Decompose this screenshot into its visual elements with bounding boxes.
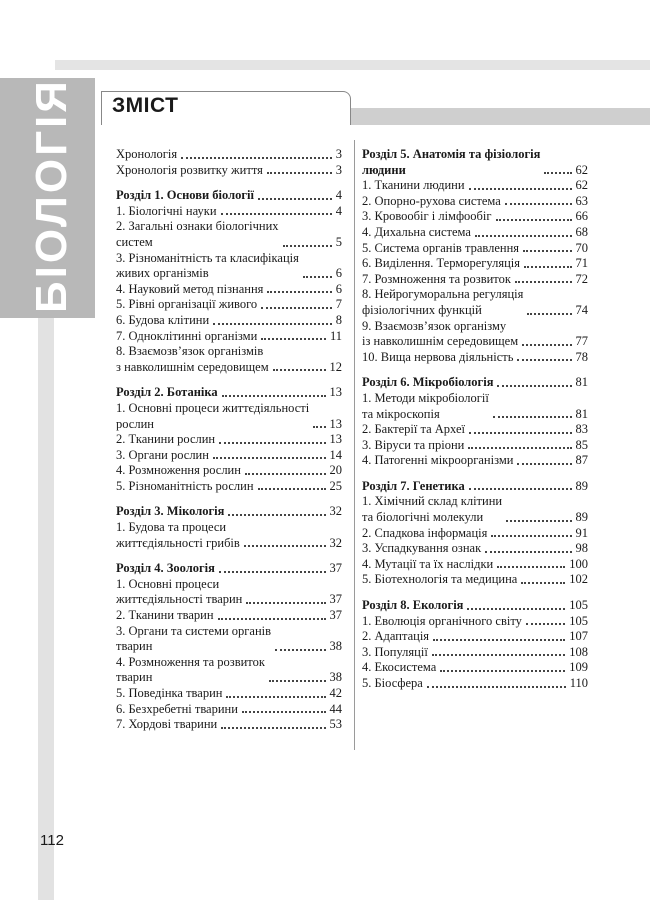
toc-entry[interactable] bbox=[362, 453, 588, 469]
toc-entry-label: Розділ 5. Анатомія та фізіологія людини bbox=[362, 147, 541, 177]
toc-entry-label: 7. Розмноження та розвиток bbox=[362, 271, 511, 286]
toc-entry[interactable] bbox=[116, 577, 342, 608]
dot-leader bbox=[496, 219, 572, 221]
dot-leader bbox=[244, 545, 326, 547]
toc-entry[interactable] bbox=[362, 526, 588, 542]
toc-entry-label: 7. Одноклітинні організми bbox=[116, 328, 258, 343]
dot-leader bbox=[521, 582, 565, 584]
toc-entry[interactable] bbox=[362, 541, 588, 557]
toc-page-number: 6 bbox=[335, 281, 342, 296]
toc-entry-label: 9. Взаємозв’язок організму із навколишнім середовищем bbox=[362, 318, 519, 349]
toc-page-number: 89 bbox=[575, 510, 588, 525]
toc-entry[interactable] bbox=[362, 557, 588, 573]
toc-entry-label: 6. Виділення. Терморегуляція bbox=[362, 256, 520, 271]
toc-entry[interactable] bbox=[116, 608, 342, 624]
toc-page-number: 105 bbox=[569, 613, 588, 628]
toc-group bbox=[116, 385, 342, 494]
toc-page-number: 85 bbox=[575, 437, 588, 452]
column-divider bbox=[354, 140, 355, 750]
toc-entry-label: 4. Екосистема bbox=[362, 660, 437, 675]
toc-entry-label: 1. Основні процеси життєдіяльності тварин bbox=[116, 576, 243, 607]
toc-entry[interactable] bbox=[362, 614, 588, 630]
toc-entry-label: 6. Безхребетні тварини bbox=[116, 701, 238, 716]
toc-entry-label: 3. Органи та системи органів тварин bbox=[116, 623, 272, 654]
dot-leader bbox=[222, 395, 326, 397]
toc-page-number: 108 bbox=[569, 644, 588, 659]
toc-page-number: 81 bbox=[575, 406, 588, 421]
toc-entry-label: 7. Хордові тварини bbox=[116, 717, 218, 732]
dot-leader bbox=[245, 473, 326, 475]
toc-group bbox=[362, 479, 588, 588]
dot-leader bbox=[517, 359, 571, 361]
toc-entry[interactable] bbox=[116, 432, 342, 448]
heading-rule bbox=[351, 108, 650, 125]
toc-page-number: 71 bbox=[575, 256, 588, 271]
dot-leader bbox=[469, 432, 572, 434]
toc-entry[interactable] bbox=[362, 178, 588, 194]
toc-page-number: 13 bbox=[329, 416, 342, 431]
toc-page-number: 37 bbox=[329, 608, 342, 623]
toc-entry[interactable] bbox=[362, 676, 588, 692]
dot-leader bbox=[524, 266, 572, 268]
toc-page-number: 77 bbox=[575, 334, 588, 349]
toc-entry-label: 1. Еволюція органічного світу bbox=[362, 613, 522, 628]
toc-entry[interactable] bbox=[362, 572, 588, 588]
toc-entry[interactable] bbox=[362, 209, 588, 225]
toc-entry-label: Розділ 2. Ботаніка bbox=[116, 385, 218, 400]
toc-entry[interactable] bbox=[116, 313, 342, 329]
dot-leader bbox=[261, 338, 326, 340]
toc-page-number: 62 bbox=[575, 178, 588, 193]
dot-leader bbox=[218, 618, 326, 620]
toc-entry[interactable] bbox=[116, 163, 342, 179]
toc-entry-label: 3. Органи рослин bbox=[116, 447, 209, 462]
toc-page-number: 78 bbox=[575, 349, 588, 364]
toc-page-number: 98 bbox=[575, 541, 588, 556]
toc-entry[interactable] bbox=[362, 629, 588, 645]
dot-leader bbox=[246, 602, 325, 604]
toc-page-number: 105 bbox=[569, 598, 588, 613]
toc-entry-label: Розділ 7. Генетика bbox=[362, 478, 465, 493]
toc-entry-label: 2. Бактерії та Археї bbox=[362, 422, 465, 437]
toc-entry[interactable] bbox=[362, 287, 588, 318]
toc-entry-label: 5. Система органів травлення bbox=[362, 240, 520, 255]
dot-leader bbox=[283, 245, 332, 247]
dot-leader bbox=[517, 463, 571, 465]
dot-leader bbox=[527, 313, 571, 315]
toc-entry[interactable] bbox=[116, 655, 342, 686]
dot-leader bbox=[213, 323, 332, 325]
toc-entry-label: 4. Розмноження та розвиток тварин bbox=[116, 654, 265, 685]
toc-entry-label: 3. Віруси та пріони bbox=[362, 437, 465, 452]
toc-page-number: 8 bbox=[335, 312, 342, 327]
toc-group bbox=[116, 147, 342, 178]
toc-entry-label: Розділ 3. Мікологія bbox=[116, 504, 225, 519]
dot-leader bbox=[219, 442, 325, 444]
dot-leader bbox=[485, 551, 571, 553]
toc-entry-label: 2. Загальні ознаки біологічних систем bbox=[116, 219, 279, 249]
toc-entry-label: 5. Рівні організації живого bbox=[116, 297, 258, 312]
dot-leader bbox=[522, 344, 571, 346]
toc-page-number: 37 bbox=[329, 561, 342, 576]
toc-entry-label: 1. Основні процеси життєдіяльності рослин bbox=[116, 400, 310, 431]
dot-leader bbox=[181, 157, 332, 159]
toc-section-heading[interactable] bbox=[116, 561, 342, 577]
toc-page-number: 3 bbox=[335, 162, 342, 177]
toc-page-number: 110 bbox=[569, 676, 588, 690]
toc-group bbox=[116, 561, 342, 733]
toc-entry[interactable] bbox=[116, 448, 342, 464]
toc-page-number: 13 bbox=[329, 385, 342, 400]
dot-leader bbox=[475, 235, 572, 237]
dot-leader bbox=[505, 203, 572, 205]
toc-entry-label: 3. Популяції bbox=[362, 644, 428, 659]
top-decorative-bar bbox=[55, 60, 650, 70]
toc-group bbox=[362, 147, 588, 365]
toc-entry[interactable] bbox=[116, 702, 342, 718]
toc-page-number: 38 bbox=[329, 639, 342, 654]
toc-entry-label: 2. Опорно-рухова система bbox=[362, 193, 501, 208]
dot-leader bbox=[221, 213, 332, 215]
toc-entry-label: 1. Біологічні науки bbox=[116, 203, 217, 218]
dot-leader bbox=[269, 680, 326, 682]
dot-leader bbox=[219, 571, 326, 573]
toc-page-number: 3 bbox=[335, 147, 342, 161]
toc-entry-label: 5. Поведінка тварин bbox=[116, 686, 223, 700]
toc-entry-label: 1. Тканини людини bbox=[362, 178, 465, 193]
toc-section-heading[interactable] bbox=[362, 147, 588, 178]
dot-leader bbox=[273, 369, 326, 371]
toc-entry[interactable] bbox=[362, 194, 588, 210]
toc-entry[interactable] bbox=[116, 219, 342, 250]
toc-entry-label: 2. Тканини рослин bbox=[116, 432, 216, 447]
dot-leader bbox=[493, 416, 572, 418]
dot-leader bbox=[497, 385, 571, 387]
toc-page-number: 6 bbox=[335, 266, 342, 281]
toc-page-number: 37 bbox=[329, 592, 342, 607]
toc-entry-label: 6. Будова клітини bbox=[116, 312, 210, 327]
dot-leader bbox=[303, 276, 332, 278]
toc-page-number: 42 bbox=[329, 686, 342, 700]
toc-entry[interactable] bbox=[116, 479, 342, 495]
page-number: 112 bbox=[40, 832, 64, 849]
toc-page-number: 11 bbox=[329, 328, 342, 343]
toc-entry[interactable] bbox=[116, 686, 342, 702]
toc-entry-label: 10. Вища нервова діяльність bbox=[362, 349, 514, 364]
toc-left-column bbox=[116, 147, 342, 743]
toc-entry[interactable] bbox=[116, 717, 342, 733]
toc-entry[interactable] bbox=[362, 272, 588, 288]
toc-entry[interactable] bbox=[362, 256, 588, 272]
dot-leader bbox=[440, 670, 565, 672]
toc-entry[interactable] bbox=[362, 645, 588, 661]
toc-page-number: 25 bbox=[329, 478, 342, 493]
toc-entry[interactable] bbox=[116, 401, 342, 432]
toc-page-number: 4 bbox=[335, 203, 342, 218]
toc-entry-label: Хронологія bbox=[116, 147, 178, 161]
toc-entry-label: Розділ 4. Зоологія bbox=[116, 561, 215, 576]
dot-leader bbox=[526, 623, 565, 625]
dot-leader bbox=[275, 649, 325, 651]
toc-entry[interactable] bbox=[362, 241, 588, 257]
toc-entry[interactable] bbox=[362, 438, 588, 454]
toc-entry[interactable] bbox=[116, 204, 342, 220]
toc-section-heading[interactable] bbox=[116, 188, 342, 204]
dot-leader bbox=[506, 520, 571, 522]
toc-entry[interactable] bbox=[362, 319, 588, 350]
page-title: ЗМІСТ bbox=[112, 94, 179, 117]
dot-leader bbox=[544, 172, 571, 174]
toc-page-number: 83 bbox=[575, 422, 588, 437]
toc-entry-label: 4. Розмноження рослин bbox=[116, 463, 241, 478]
toc-page-number: 66 bbox=[575, 209, 588, 224]
toc-page-number: 70 bbox=[575, 240, 588, 255]
dot-leader bbox=[221, 727, 325, 729]
toc-entry[interactable] bbox=[362, 350, 588, 366]
dot-leader bbox=[515, 281, 572, 283]
toc-page-number: 4 bbox=[335, 188, 342, 203]
toc-page-number: 81 bbox=[575, 375, 588, 390]
toc-entry[interactable] bbox=[116, 329, 342, 345]
toc-page-number: 91 bbox=[575, 525, 588, 540]
toc-entry[interactable] bbox=[116, 147, 342, 163]
toc-group bbox=[362, 375, 588, 469]
toc-page-number: 87 bbox=[575, 453, 588, 468]
toc-entry-label: 8. Нейрогуморальна регуляція фізіологічних функцій bbox=[362, 287, 524, 317]
toc-entry-label: 4. Дихальна система bbox=[362, 224, 471, 239]
dot-leader bbox=[267, 172, 332, 174]
toc-page-number: 53 bbox=[329, 717, 342, 732]
dot-leader bbox=[258, 198, 332, 200]
toc-page-number: 32 bbox=[329, 504, 342, 519]
side-tab-label: БІОЛОГІЯ bbox=[27, 78, 76, 313]
toc-entry-label: 4. Науковий метод пізнання bbox=[116, 281, 264, 296]
dot-leader bbox=[261, 307, 332, 309]
toc-page-number: 68 bbox=[575, 224, 588, 239]
dot-leader bbox=[433, 639, 565, 641]
toc-entry[interactable] bbox=[116, 297, 342, 313]
dot-leader bbox=[432, 654, 565, 656]
dot-leader bbox=[491, 535, 571, 537]
dot-leader bbox=[523, 250, 571, 252]
dot-leader bbox=[469, 488, 572, 490]
toc-entry-label: 8. Взаємозв’язок організмів з навколишнім середовищем bbox=[116, 344, 269, 374]
toc-entry[interactable] bbox=[116, 282, 342, 298]
dot-leader bbox=[258, 488, 326, 490]
toc-page-number: 13 bbox=[329, 432, 342, 447]
toc-group bbox=[362, 598, 588, 692]
toc-entry-label: Розділ 1. Основи біології bbox=[116, 188, 254, 203]
toc-section-heading[interactable] bbox=[116, 385, 342, 401]
toc-section-heading[interactable] bbox=[116, 504, 342, 520]
dot-leader bbox=[313, 426, 325, 428]
toc-entry-label: 2. Адаптація bbox=[362, 629, 430, 644]
toc-section-heading[interactable] bbox=[362, 479, 588, 495]
toc-entry[interactable] bbox=[116, 344, 342, 375]
toc-group bbox=[116, 188, 342, 375]
toc-entry-label: 5. Різноманітність рослин bbox=[116, 478, 254, 493]
dot-leader bbox=[228, 514, 325, 516]
toc-page-number: 100 bbox=[569, 556, 588, 571]
toc-page-number: 102 bbox=[569, 572, 588, 587]
toc-entry-label: 3. Кровообіг і лімфообіг bbox=[362, 209, 492, 224]
toc-page-number: 38 bbox=[329, 670, 342, 685]
toc-entry[interactable] bbox=[362, 225, 588, 241]
toc-page-number: 109 bbox=[569, 660, 588, 675]
toc-section-heading[interactable] bbox=[362, 598, 588, 614]
side-strip bbox=[38, 318, 54, 900]
toc-entry-label: Розділ 6. Мікробіологія bbox=[362, 375, 494, 390]
toc-page-number: 12 bbox=[329, 359, 342, 374]
toc-page-number: 44 bbox=[329, 701, 342, 716]
dot-leader bbox=[497, 566, 565, 568]
toc-entry-label: 2. Тканини тварин bbox=[116, 608, 214, 623]
toc-right-column bbox=[362, 147, 588, 702]
toc-entry-label: 1. Методи мікробіології та мікроскопія bbox=[362, 390, 489, 421]
toc-entry[interactable] bbox=[116, 251, 342, 282]
toc-page-number: 72 bbox=[575, 271, 588, 286]
toc-entry-label: Хронологія розвитку життя bbox=[116, 162, 263, 177]
dot-leader bbox=[427, 686, 566, 688]
toc-entry-label: 1. Будова та процеси життєдіяльності грибів bbox=[116, 520, 240, 550]
toc-page-number: 107 bbox=[569, 629, 588, 644]
toc-page-number: 89 bbox=[575, 478, 588, 493]
toc-entry-label: 4. Мутації та їх наслідки bbox=[362, 556, 494, 571]
toc-entry[interactable] bbox=[362, 660, 588, 676]
toc-page-number: 14 bbox=[329, 447, 342, 462]
toc-entry-label: 1. Хімічний склад клітини та біологічні молекули bbox=[362, 494, 503, 525]
toc-entry-label: 4. Патогенні мікроорганізми bbox=[362, 453, 514, 468]
toc-entry-label: Розділ 8. Екологія bbox=[362, 598, 464, 613]
dot-leader bbox=[226, 696, 325, 698]
dot-leader bbox=[242, 711, 326, 713]
dot-leader bbox=[469, 188, 572, 190]
toc-page-number: 62 bbox=[575, 162, 588, 177]
toc-page-number: 63 bbox=[575, 193, 588, 208]
toc-entry[interactable] bbox=[116, 463, 342, 479]
toc-entry-label: 2. Спадкова інформація bbox=[362, 525, 488, 540]
toc-page-number: 74 bbox=[575, 302, 588, 317]
toc-entry-label: 5. Біотехнологія та медицина bbox=[362, 572, 518, 587]
dot-leader bbox=[213, 457, 326, 459]
toc-entry[interactable] bbox=[362, 422, 588, 438]
dot-leader bbox=[267, 291, 331, 293]
toc-page-number: 7 bbox=[335, 297, 342, 312]
toc-entry[interactable] bbox=[362, 494, 588, 525]
toc-entry-label: 3. Успадкування ознак bbox=[362, 541, 482, 556]
toc-entry[interactable] bbox=[362, 391, 588, 422]
toc-page-number: 32 bbox=[329, 535, 342, 550]
toc-page-number: 5 bbox=[335, 234, 342, 249]
toc-entry[interactable] bbox=[116, 520, 342, 551]
toc-group bbox=[116, 504, 342, 551]
toc-entry-label: 3. Різноманітність та класифікація живих організмів bbox=[116, 250, 299, 281]
toc-section-heading[interactable] bbox=[362, 375, 588, 391]
dot-leader bbox=[467, 608, 565, 610]
toc-entry[interactable] bbox=[116, 624, 342, 655]
toc-page-number: 20 bbox=[329, 463, 342, 478]
dot-leader bbox=[468, 447, 571, 449]
toc-entry-label: 5. Біосфера bbox=[362, 676, 423, 690]
